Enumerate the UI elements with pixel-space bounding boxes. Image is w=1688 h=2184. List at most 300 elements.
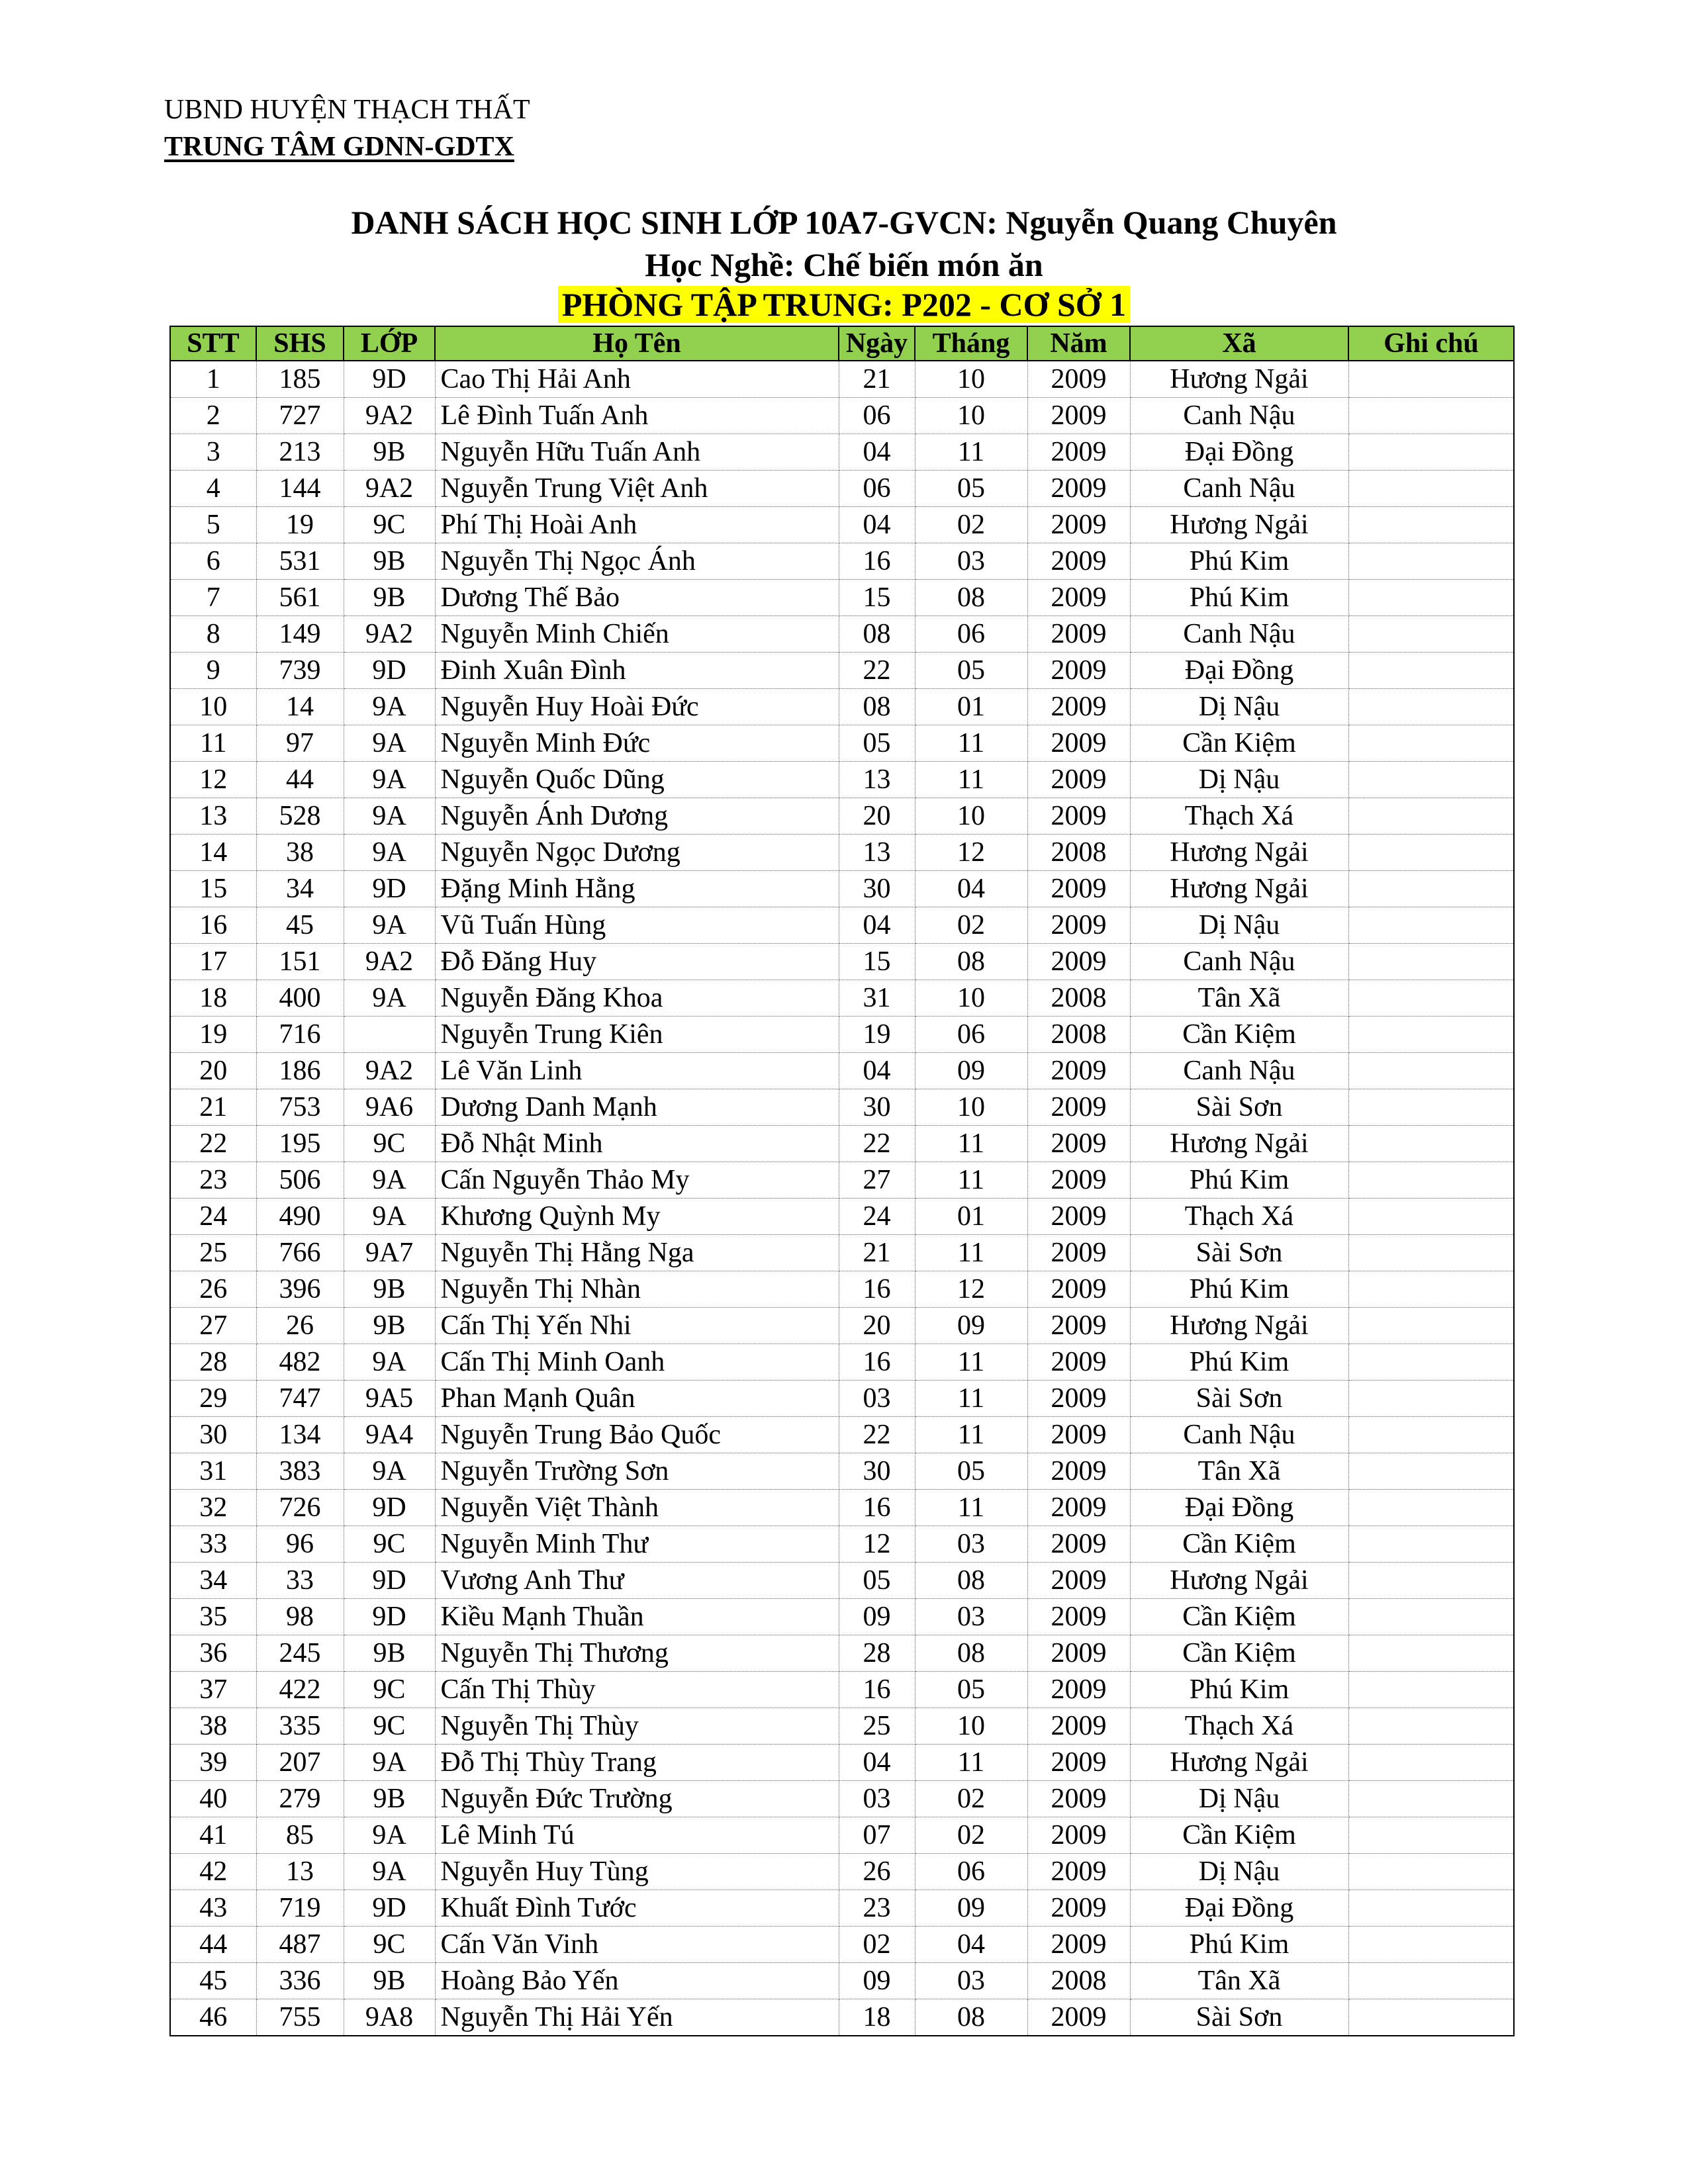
cell-name: Dương Danh Mạnh [435, 1089, 839, 1126]
cell-name: Đỗ Đăng Huy [435, 944, 839, 980]
cell-month: 10 [915, 361, 1027, 398]
column-header-note: Ghi chú [1348, 326, 1514, 361]
cell-shs: 195 [256, 1126, 344, 1162]
table-row [170, 1126, 1514, 1162]
cell-stt: 14 [170, 835, 256, 871]
cell-shs: 149 [256, 616, 344, 653]
cell-day: 16 [839, 1271, 915, 1308]
cell-note [1348, 1599, 1514, 1635]
cell-stt: 8 [170, 616, 256, 653]
cell-shs: 490 [256, 1199, 344, 1235]
cell-stt: 15 [170, 871, 256, 907]
column-header-name: Họ Tên [435, 326, 839, 361]
table-row [170, 980, 1514, 1017]
cell-name: Nguyễn Ánh Dương [435, 798, 839, 835]
cell-class: 9C [344, 1526, 435, 1563]
cell-commune: Canh Nậu [1130, 398, 1348, 434]
cell-stt: 4 [170, 471, 256, 507]
table-row [170, 471, 1514, 507]
cell-stt: 42 [170, 1854, 256, 1890]
cell-commune: Sài Sơn [1130, 1999, 1348, 2036]
cell-class: 9A2 [344, 1053, 435, 1089]
cell-shs: 336 [256, 1963, 344, 1999]
cell-shs: 45 [256, 907, 344, 944]
cell-stt: 22 [170, 1126, 256, 1162]
cell-name: Hoàng Bảo Yến [435, 1963, 839, 1999]
cell-day: 22 [839, 653, 915, 689]
cell-note [1348, 907, 1514, 944]
cell-note [1348, 980, 1514, 1017]
cell-commune: Thạch Xá [1130, 798, 1348, 835]
cell-year: 2009 [1027, 1817, 1130, 1854]
cell-day: 09 [839, 1963, 915, 1999]
cell-stt: 17 [170, 944, 256, 980]
cell-name: Đỗ Thị Thùy Trang [435, 1745, 839, 1781]
cell-note [1348, 1381, 1514, 1417]
cell-commune: Dị Nậu [1130, 1854, 1348, 1890]
cell-name: Nguyễn Thị Thương [435, 1635, 839, 1672]
cell-month: 10 [915, 980, 1027, 1017]
student-table [169, 326, 1515, 2036]
cell-note [1348, 689, 1514, 725]
cell-note [1348, 1126, 1514, 1162]
cell-day: 19 [839, 1017, 915, 1053]
cell-name: Kiều Mạnh Thuần [435, 1599, 839, 1635]
cell-name: Cấn Thị Minh Oanh [435, 1344, 839, 1381]
cell-day: 13 [839, 762, 915, 798]
cell-stt: 13 [170, 798, 256, 835]
cell-name: Đinh Xuân Đình [435, 653, 839, 689]
cell-note [1348, 361, 1514, 398]
column-header-commune: Xã [1130, 326, 1348, 361]
cell-stt: 7 [170, 580, 256, 616]
cell-class: 9B [344, 1308, 435, 1344]
cell-day: 28 [839, 1635, 915, 1672]
cell-year: 2009 [1027, 398, 1130, 434]
cell-day: 06 [839, 471, 915, 507]
cell-commune: Hương Ngải [1130, 1563, 1348, 1599]
column-header-month: Tháng [915, 326, 1027, 361]
cell-note [1348, 1890, 1514, 1927]
cell-shs: 726 [256, 1490, 344, 1526]
cell-shs: 531 [256, 543, 344, 580]
cell-class: 9A2 [344, 944, 435, 980]
cell-commune: Dị Nậu [1130, 907, 1348, 944]
cell-stt: 44 [170, 1927, 256, 1963]
cell-commune: Đại Đồng [1130, 653, 1348, 689]
cell-note [1348, 1053, 1514, 1089]
cell-name: Cấn Văn Vinh [435, 1927, 839, 1963]
table-row [170, 689, 1514, 725]
cell-class: 9A [344, 689, 435, 725]
table-row [170, 1963, 1514, 1999]
cell-stt: 12 [170, 762, 256, 798]
cell-month: 03 [915, 1526, 1027, 1563]
cell-year: 2009 [1027, 1672, 1130, 1708]
cell-commune: Dị Nậu [1130, 762, 1348, 798]
cell-month: 10 [915, 798, 1027, 835]
cell-note [1348, 1453, 1514, 1490]
cell-name: Nguyễn Huy Tùng [435, 1854, 839, 1890]
cell-shs: 245 [256, 1635, 344, 1672]
cell-commune: Hương Ngải [1130, 835, 1348, 871]
cell-shs: 144 [256, 471, 344, 507]
cell-commune: Phú Kim [1130, 1162, 1348, 1199]
cell-commune: Tân Xã [1130, 980, 1348, 1017]
cell-note [1348, 507, 1514, 543]
cell-name: Lê Văn Linh [435, 1053, 839, 1089]
cell-year: 2009 [1027, 907, 1130, 944]
cell-day: 03 [839, 1381, 915, 1417]
cell-month: 11 [915, 1162, 1027, 1199]
cell-note [1348, 1017, 1514, 1053]
cell-day: 08 [839, 616, 915, 653]
cell-name: Cấn Nguyễn Thảo My [435, 1162, 839, 1199]
cell-year: 2009 [1027, 1781, 1130, 1817]
cell-commune: Đại Đồng [1130, 1890, 1348, 1927]
cell-note [1348, 434, 1514, 471]
cell-year: 2009 [1027, 1162, 1130, 1199]
cell-stt: 46 [170, 1999, 256, 2036]
cell-year: 2009 [1027, 1927, 1130, 1963]
cell-stt: 16 [170, 907, 256, 944]
cell-commune: Thạch Xá [1130, 1708, 1348, 1745]
cell-class: 9B [344, 543, 435, 580]
cell-month: 09 [915, 1308, 1027, 1344]
cell-class: 9A5 [344, 1381, 435, 1417]
table-row [170, 1563, 1514, 1599]
cell-month: 01 [915, 1199, 1027, 1235]
table-row [170, 1089, 1514, 1126]
cell-shs: 716 [256, 1017, 344, 1053]
cell-name: Nguyễn Thị Thùy [435, 1708, 839, 1745]
cell-name: Cấn Thị Thùy [435, 1672, 839, 1708]
cell-stt: 27 [170, 1308, 256, 1344]
cell-class: 9A2 [344, 398, 435, 434]
cell-shs: 487 [256, 1927, 344, 1963]
cell-month: 11 [915, 1417, 1027, 1453]
cell-name: Nguyễn Trung Kiên [435, 1017, 839, 1053]
cell-note [1348, 471, 1514, 507]
table-row [170, 1053, 1514, 1089]
table-row [170, 1453, 1514, 1490]
cell-month: 02 [915, 1781, 1027, 1817]
cell-year: 2009 [1027, 543, 1130, 580]
cell-commune: Đại Đồng [1130, 434, 1348, 471]
cell-month: 05 [915, 653, 1027, 689]
cell-year: 2009 [1027, 871, 1130, 907]
cell-commune: Phú Kim [1130, 543, 1348, 580]
cell-commune: Tân Xã [1130, 1453, 1348, 1490]
cell-name: Lê Đình Tuấn Anh [435, 398, 839, 434]
cell-class: 9A [344, 798, 435, 835]
cell-year: 2008 [1027, 1963, 1130, 1999]
cell-shs: 185 [256, 361, 344, 398]
table-row [170, 1199, 1514, 1235]
cell-shs: 719 [256, 1890, 344, 1927]
cell-year: 2008 [1027, 980, 1130, 1017]
cell-stt: 35 [170, 1599, 256, 1635]
cell-shs: 98 [256, 1599, 344, 1635]
table-row [170, 1927, 1514, 1963]
cell-day: 22 [839, 1126, 915, 1162]
cell-shs: 85 [256, 1817, 344, 1854]
cell-shs: 335 [256, 1708, 344, 1745]
cell-name: Vương Anh Thư [435, 1563, 839, 1599]
cell-note [1348, 616, 1514, 653]
cell-day: 24 [839, 1199, 915, 1235]
cell-name: Nguyễn Thị Hằng Nga [435, 1235, 839, 1271]
cell-year: 2009 [1027, 361, 1130, 398]
cell-note [1348, 1490, 1514, 1526]
cell-name: Đặng Minh Hằng [435, 871, 839, 907]
cell-stt: 30 [170, 1417, 256, 1453]
cell-commune: Thạch Xá [1130, 1199, 1348, 1235]
cell-month: 05 [915, 1672, 1027, 1708]
cell-month: 02 [915, 507, 1027, 543]
table-row [170, 543, 1514, 580]
cell-note [1348, 1199, 1514, 1235]
cell-day: 12 [839, 1526, 915, 1563]
cell-note [1348, 1927, 1514, 1963]
cell-name: Cấn Thị Yến Nhi [435, 1308, 839, 1344]
table-row [170, 1708, 1514, 1745]
cell-shs: 396 [256, 1271, 344, 1308]
cell-shs: 383 [256, 1453, 344, 1490]
cell-month: 08 [915, 944, 1027, 980]
table-row [170, 1817, 1514, 1854]
cell-class: 9D [344, 361, 435, 398]
cell-name: Nguyễn Ngọc Dương [435, 835, 839, 871]
cell-name: Dương Thế Bảo [435, 580, 839, 616]
cell-commune: Canh Nậu [1130, 1053, 1348, 1089]
cell-stt: 34 [170, 1563, 256, 1599]
cell-note [1348, 1854, 1514, 1890]
cell-stt: 41 [170, 1817, 256, 1854]
cell-year: 2009 [1027, 1854, 1130, 1890]
cell-month: 11 [915, 1745, 1027, 1781]
cell-note [1348, 1708, 1514, 1745]
cell-year: 2009 [1027, 580, 1130, 616]
cell-stt: 19 [170, 1017, 256, 1053]
cell-class: 9C [344, 1126, 435, 1162]
cell-note [1348, 798, 1514, 835]
cell-year: 2009 [1027, 653, 1130, 689]
cell-note [1348, 1308, 1514, 1344]
cell-month: 11 [915, 1126, 1027, 1162]
cell-year: 2009 [1027, 1344, 1130, 1381]
cell-stt: 10 [170, 689, 256, 725]
table-header-row [170, 326, 1514, 361]
cell-commune: Cần Kiệm [1130, 1599, 1348, 1635]
cell-note [1348, 1999, 1514, 2036]
cell-note [1348, 1235, 1514, 1271]
cell-day: 09 [839, 1599, 915, 1635]
cell-day: 06 [839, 398, 915, 434]
cell-note [1348, 580, 1514, 616]
cell-year: 2009 [1027, 1526, 1130, 1563]
cell-class: 9A [344, 1344, 435, 1381]
cell-year: 2009 [1027, 944, 1130, 980]
center-name: TRUNG TÂM GDNN-GDTX [164, 132, 514, 162]
cell-day: 16 [839, 1672, 915, 1708]
cell-commune: Phú Kim [1130, 1672, 1348, 1708]
cell-day: 08 [839, 689, 915, 725]
cell-day: 13 [839, 835, 915, 871]
cell-stt: 45 [170, 1963, 256, 1999]
cell-shs: 134 [256, 1417, 344, 1453]
cell-year: 2008 [1027, 1017, 1130, 1053]
cell-commune: Phú Kim [1130, 1271, 1348, 1308]
cell-month: 11 [915, 434, 1027, 471]
cell-shs: 482 [256, 1344, 344, 1381]
cell-shs: 38 [256, 835, 344, 871]
cell-class: 9A [344, 980, 435, 1017]
cell-stt: 28 [170, 1344, 256, 1381]
column-header-year: Năm [1027, 326, 1130, 361]
cell-month: 02 [915, 1817, 1027, 1854]
cell-commune: Canh Nậu [1130, 1417, 1348, 1453]
cell-name: Nguyễn Minh Chiến [435, 616, 839, 653]
cell-name: Nguyễn Trường Sơn [435, 1453, 839, 1490]
cell-day: 05 [839, 1563, 915, 1599]
cell-shs: 19 [256, 507, 344, 543]
cell-class: 9B [344, 434, 435, 471]
cell-name: Nguyễn Thị Nhàn [435, 1271, 839, 1308]
cell-shs: 33 [256, 1563, 344, 1599]
table-row [170, 507, 1514, 543]
cell-month: 11 [915, 1490, 1027, 1526]
cell-shs: 561 [256, 580, 344, 616]
cell-shs: 97 [256, 725, 344, 762]
cell-day: 04 [839, 434, 915, 471]
cell-day: 07 [839, 1817, 915, 1854]
table-row [170, 1781, 1514, 1817]
cell-year: 2009 [1027, 1053, 1130, 1089]
cell-day: 27 [839, 1162, 915, 1199]
cell-day: 02 [839, 1927, 915, 1963]
cell-class: 9A7 [344, 1235, 435, 1271]
cell-year: 2009 [1027, 1271, 1130, 1308]
cell-day: 04 [839, 507, 915, 543]
cell-class: 9B [344, 1963, 435, 1999]
cell-day: 21 [839, 1235, 915, 1271]
cell-name: Nguyễn Đăng Khoa [435, 980, 839, 1017]
cell-month: 08 [915, 1635, 1027, 1672]
cell-day: 18 [839, 1999, 915, 2036]
cell-class: 9D [344, 653, 435, 689]
cell-day: 15 [839, 580, 915, 616]
cell-commune: Hương Ngải [1130, 1745, 1348, 1781]
cell-shs: 26 [256, 1308, 344, 1344]
cell-class: 9D [344, 1490, 435, 1526]
cell-stt: 43 [170, 1890, 256, 1927]
cell-class: 9A4 [344, 1417, 435, 1453]
cell-commune: Hương Ngải [1130, 871, 1348, 907]
table-row [170, 835, 1514, 871]
cell-class: 9D [344, 1890, 435, 1927]
cell-stt: 1 [170, 361, 256, 398]
cell-day: 30 [839, 1089, 915, 1126]
cell-day: 25 [839, 1708, 915, 1745]
table-row [170, 1635, 1514, 1672]
cell-month: 01 [915, 689, 1027, 725]
cell-day: 04 [839, 1745, 915, 1781]
cell-note [1348, 871, 1514, 907]
cell-class: 9A [344, 835, 435, 871]
cell-class: 9A [344, 1162, 435, 1199]
cell-shs: 186 [256, 1053, 344, 1089]
cell-commune: Sài Sơn [1130, 1381, 1348, 1417]
cell-year: 2009 [1027, 1890, 1130, 1927]
cell-shs: 207 [256, 1745, 344, 1781]
cell-class: 9A [344, 1854, 435, 1890]
cell-shs: 213 [256, 434, 344, 471]
cell-year: 2009 [1027, 1126, 1130, 1162]
cell-year: 2009 [1027, 1199, 1130, 1235]
cell-class: 9A [344, 762, 435, 798]
cell-day: 16 [839, 543, 915, 580]
cell-month: 06 [915, 1854, 1027, 1890]
cell-class: 9B [344, 1781, 435, 1817]
cell-year: 2009 [1027, 1599, 1130, 1635]
cell-year: 2009 [1027, 1563, 1130, 1599]
cell-class: 9D [344, 871, 435, 907]
cell-day: 30 [839, 871, 915, 907]
cell-commune: Phú Kim [1130, 580, 1348, 616]
cell-note [1348, 835, 1514, 871]
table-row [170, 580, 1514, 616]
cell-note [1348, 1635, 1514, 1672]
cell-class: 9A [344, 1199, 435, 1235]
table-row [170, 1745, 1514, 1781]
cell-day: 03 [839, 1781, 915, 1817]
table-row [170, 398, 1514, 434]
cell-commune: Dị Nậu [1130, 689, 1348, 725]
cell-shs: 34 [256, 871, 344, 907]
cell-month: 08 [915, 580, 1027, 616]
table-row [170, 1854, 1514, 1890]
table-row [170, 1890, 1514, 1927]
table-row [170, 871, 1514, 907]
table-row [170, 1344, 1514, 1381]
cell-commune: Hương Ngải [1130, 1126, 1348, 1162]
document-subtitle: Học Nghề: Chế biến món ăn [645, 246, 1043, 283]
cell-day: 22 [839, 1417, 915, 1453]
cell-month: 04 [915, 871, 1027, 907]
cell-month: 10 [915, 1708, 1027, 1745]
cell-month: 09 [915, 1890, 1027, 1927]
cell-month: 05 [915, 1453, 1027, 1490]
cell-note [1348, 1781, 1514, 1817]
cell-name: Nguyễn Quốc Dũng [435, 762, 839, 798]
cell-shs: 151 [256, 944, 344, 980]
cell-year: 2009 [1027, 1490, 1130, 1526]
cell-commune: Hương Ngải [1130, 507, 1348, 543]
cell-name: Nguyễn Thị Ngọc Ánh [435, 543, 839, 580]
cell-month: 03 [915, 1599, 1027, 1635]
cell-year: 2009 [1027, 1381, 1130, 1417]
cell-commune: Hương Ngải [1130, 361, 1348, 398]
cell-day: 16 [839, 1344, 915, 1381]
cell-name: Khuất Đình Tước [435, 1890, 839, 1927]
table-row [170, 1235, 1514, 1271]
cell-class: 9A6 [344, 1089, 435, 1126]
table-row [170, 1526, 1514, 1563]
column-header-class: LỚP [344, 326, 435, 361]
cell-name: Nguyễn Minh Thư [435, 1526, 839, 1563]
cell-month: 11 [915, 1235, 1027, 1271]
